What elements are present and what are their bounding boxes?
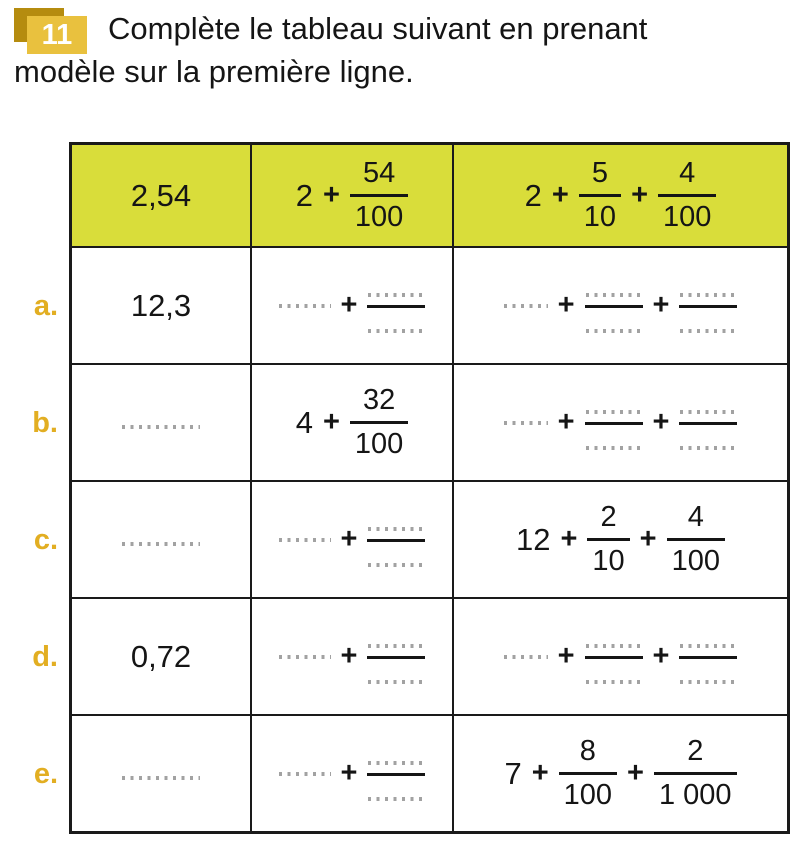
fraction: [587, 503, 629, 576]
numerator-dots-placeholder: [680, 644, 736, 648]
fraction-bar: [579, 194, 621, 197]
expression: [504, 637, 738, 677]
plus-sign: +: [652, 640, 670, 672]
decimal-value: 2,54: [130, 177, 192, 213]
fraction-bar: [367, 773, 425, 776]
denominator-dots-placeholder: [368, 329, 424, 333]
row-label: b.: [32, 407, 58, 439]
fraction-denominator: 100: [663, 201, 712, 233]
plus-sign: +: [322, 406, 340, 438]
dots-placeholder: [122, 776, 200, 780]
numerator-dots-placeholder: [368, 527, 424, 531]
plus-sign: +: [652, 406, 670, 438]
fraction-bar: [350, 421, 408, 424]
fraction-denominator: 100: [671, 545, 720, 577]
plus-sign: +: [551, 179, 569, 211]
expression: [279, 637, 426, 677]
table-cell: [454, 482, 789, 599]
fraction: [350, 159, 408, 232]
plus-sign: +: [531, 757, 549, 789]
numerator-dots-placeholder: [586, 644, 642, 648]
denominator-dots-placeholder: [368, 563, 424, 567]
expression: [279, 286, 426, 326]
placeholder-fraction: [585, 644, 643, 684]
table-cell: [252, 365, 454, 482]
fraction-denominator: 100: [354, 201, 404, 233]
placeholder-fraction: [679, 644, 737, 684]
table-cell: [72, 365, 252, 482]
fraction-numerator: 4: [679, 157, 696, 189]
exercise-number: 11: [27, 16, 87, 54]
plus-sign: +: [627, 757, 644, 789]
table-cell: [252, 248, 454, 365]
plus-sign: +: [340, 757, 358, 789]
fraction: [658, 159, 716, 232]
decimal-value: 0,72: [130, 638, 192, 674]
placeholder-fraction: [679, 293, 737, 333]
dots-placeholder: [122, 542, 200, 546]
expression: [516, 503, 725, 576]
table-cell: [454, 248, 789, 365]
fraction-numerator: 4: [687, 501, 704, 533]
placeholder-fraction: [585, 293, 643, 333]
fraction: [559, 737, 617, 810]
denominator-dots-placeholder: [586, 446, 642, 450]
dots-placeholder: [122, 425, 200, 429]
table-cell: [72, 248, 252, 365]
plus-sign: +: [340, 640, 358, 672]
expression: [279, 520, 426, 560]
dots-placeholder: [504, 304, 548, 308]
fraction: [579, 159, 621, 232]
denominator-dots-placeholder: [680, 329, 736, 333]
fraction-bar: [679, 656, 737, 659]
plus-sign: +: [639, 523, 657, 555]
plus-sign: +: [322, 179, 340, 211]
exercise-header: [14, 8, 746, 94]
denominator-dots-placeholder: [586, 680, 642, 684]
expression: [296, 159, 409, 232]
numerator-dots-placeholder: [680, 410, 736, 414]
header-cell: [72, 145, 252, 248]
fraction-denominator: 10: [592, 545, 625, 577]
plus-sign: +: [631, 179, 648, 211]
dots-placeholder: [279, 772, 331, 776]
dots-placeholder: [504, 421, 548, 425]
table-cell: [454, 365, 789, 482]
header-cell: [252, 145, 454, 248]
plus-sign: +: [560, 523, 578, 555]
numerator-dots-placeholder: [368, 761, 424, 765]
integer-part: 12: [515, 521, 551, 557]
fraction-bar: [367, 305, 425, 308]
placeholder-fraction: [367, 761, 425, 801]
table-cell: [72, 482, 252, 599]
row-label: d.: [32, 641, 58, 673]
integer-part: 2: [524, 177, 542, 213]
numerator-dots-placeholder: [586, 410, 642, 414]
header-cell: [454, 145, 789, 248]
fraction-bar: [585, 656, 643, 659]
fraction: [350, 386, 408, 459]
row-label: a.: [33, 290, 58, 322]
fraction-bar: [585, 305, 643, 308]
fraction-numerator: 2: [687, 735, 704, 767]
table-cell: [252, 599, 454, 716]
fraction-bar: [654, 772, 737, 775]
expression: [296, 386, 409, 459]
fraction-bar: [559, 772, 617, 775]
table-cell: [454, 599, 789, 716]
fraction-numerator: 5: [591, 157, 608, 189]
dots-placeholder: [279, 655, 331, 659]
plus-sign: +: [652, 289, 670, 321]
fraction-denominator: 100: [563, 779, 613, 811]
placeholder-fraction: [367, 527, 425, 567]
exercise-number-badge: [14, 8, 100, 51]
denominator-dots-placeholder: [680, 446, 736, 450]
expression: [504, 286, 738, 326]
fraction: [654, 737, 737, 810]
fraction-bar: [367, 539, 425, 542]
denominator-dots-placeholder: [680, 680, 736, 684]
denominator-dots-placeholder: [368, 797, 424, 801]
fraction-numerator: 2: [600, 501, 617, 533]
placeholder-fraction: [367, 293, 425, 333]
fraction-numerator: 32: [362, 384, 396, 416]
plus-sign: +: [557, 406, 575, 438]
placeholder-fraction: [679, 410, 737, 450]
fraction-bar: [587, 538, 629, 541]
expression: [279, 754, 426, 794]
fraction-bar: [350, 194, 408, 197]
fraction-bar: [367, 656, 425, 659]
expression: [525, 159, 717, 232]
denominator-dots-placeholder: [368, 680, 424, 684]
numerator-dots-placeholder: [680, 293, 736, 297]
table-cell: [454, 716, 789, 833]
integer-part: 4: [295, 404, 313, 440]
fraction-denominator: 1 000: [658, 779, 732, 811]
plus-sign: +: [557, 640, 575, 672]
plus-sign: +: [340, 523, 358, 555]
denominator-dots-placeholder: [586, 329, 642, 333]
dots-placeholder: [504, 655, 548, 659]
placeholder-fraction: [367, 644, 425, 684]
decomposition-table: [70, 143, 789, 833]
row-label: c.: [33, 524, 58, 556]
expression: [504, 737, 736, 810]
fraction-bar: [667, 538, 725, 541]
fraction-denominator: 10: [583, 201, 617, 233]
fraction-denominator: 100: [354, 428, 404, 460]
numerator-dots-placeholder: [368, 293, 424, 297]
plus-sign: +: [340, 289, 358, 321]
integer-part: 7: [504, 755, 522, 791]
decimal-value: 12,3: [130, 287, 192, 323]
fraction-bar: [658, 194, 716, 197]
fraction-bar: [679, 305, 737, 308]
fraction-numerator: 54: [362, 157, 396, 189]
table-cell: [72, 599, 252, 716]
row-label: e.: [33, 758, 58, 790]
exercise-instruction-line1: Complète le tableau suivant en prenant: [108, 11, 648, 46]
fraction: [667, 503, 725, 576]
placeholder-fraction: [585, 410, 643, 450]
dots-placeholder: [279, 304, 331, 308]
fraction-bar: [585, 422, 643, 425]
fraction-bar: [679, 422, 737, 425]
fraction-numerator: 8: [579, 735, 596, 767]
table-cell: [72, 716, 252, 833]
numerator-dots-placeholder: [586, 293, 642, 297]
table-cell: [252, 482, 454, 599]
numerator-dots-placeholder: [368, 644, 424, 648]
exercise-instruction-line2: modèle sur la première ligne.: [14, 53, 414, 89]
expression: [504, 403, 738, 443]
table-cell: [252, 716, 454, 833]
dots-placeholder: [279, 538, 331, 542]
plus-sign: +: [557, 289, 575, 321]
integer-part: 2: [295, 177, 313, 213]
